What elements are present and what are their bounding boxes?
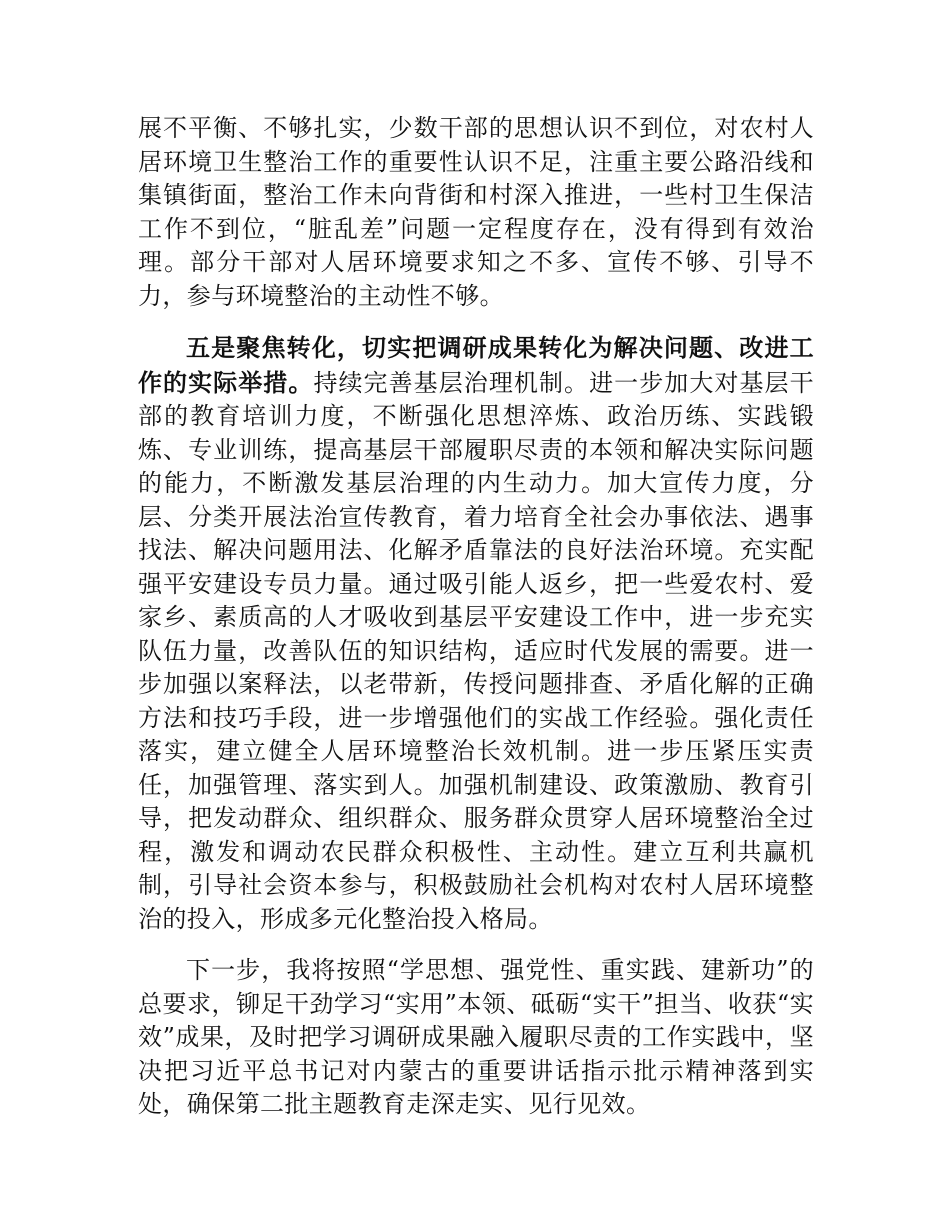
paragraph-2-text: 持续完善基层治理机制。进一步加大对基层干部的教育培训力度，不断强化思想淬炼、政治历练、实践锻炼、专业训练，提高基层干部履职尽责的本领和解决实际问题的能力，不断激发基层治理的内生动力。加大宣传力度，分层、分类开展法治宣传教育，着力培育全社会办事依法、遇事找法、解决问题用法、化解矛盾靠法的良好法治环境。充实配强平安建设专员力量。通过吸引能人返乡，把一些爱农村、爱家乡、素质高的人才吸收到基层平安建设工作中，进一步充实队伍力量，改善队伍的知识结构，适应时代发展的需要。进一步加强以案释法，以老带新，传授问题排查、矛盾化解的正确方法和技巧手段，进一步增强他们的实战工作经验。强化责任落实，建立健全人居环境整治长效机制。进一步压紧压实责任，加强管理、落实到人。加强机制建设、政策激励、教育引导，把发动群众、组织群众、服务群众贯穿人居环境整治全过程，激发和调动农民群众积极性、主动性。建立互利共赢机制，引导社会资本参与，积极鼓励社会机构对农村人居环境整治的投入，形成多元化整治投入格局。	[138, 368, 814, 933]
paragraph-1-text: 展不平衡、不够扎实，少数干部的思想认识不到位，对农村人居环境卫生整治工作的重要性认识不足，注重主要公路沿线和集镇街面，整治工作未向背街和村深入推进，一些村卫生保洁工作不到位，“脏乱差”问题一定程度存在，没有得到有效治理。部分干部对人居环境要求知之不多、宣传不够、引导不力，参与环境整治的主动性不够。	[138, 114, 814, 310]
paragraph-point-five	[138, 331, 814, 936]
paragraph-3-text: 下一步，我将按照“学思想、强党性、重实践、建新功”的总要求，铆足干劲学习“实用”本领、砥砺“实干”担当、收获“实效”成果，及时把学习调研成果融入履职尽责的工作实践中，坚决把习近平总书记对内蒙古的重要讲话指示批示精神落到实处，确保第二批主题教育走深走实、见行见效。	[138, 956, 814, 1118]
paragraph-continuation	[138, 112, 814, 313]
paragraph-next-step	[138, 954, 814, 1122]
document-page	[138, 112, 814, 1122]
paragraph-2-heading: 五是聚焦转化，切实把调研成果转化为解决问题、改进工作的实际举措。	[138, 333, 814, 397]
